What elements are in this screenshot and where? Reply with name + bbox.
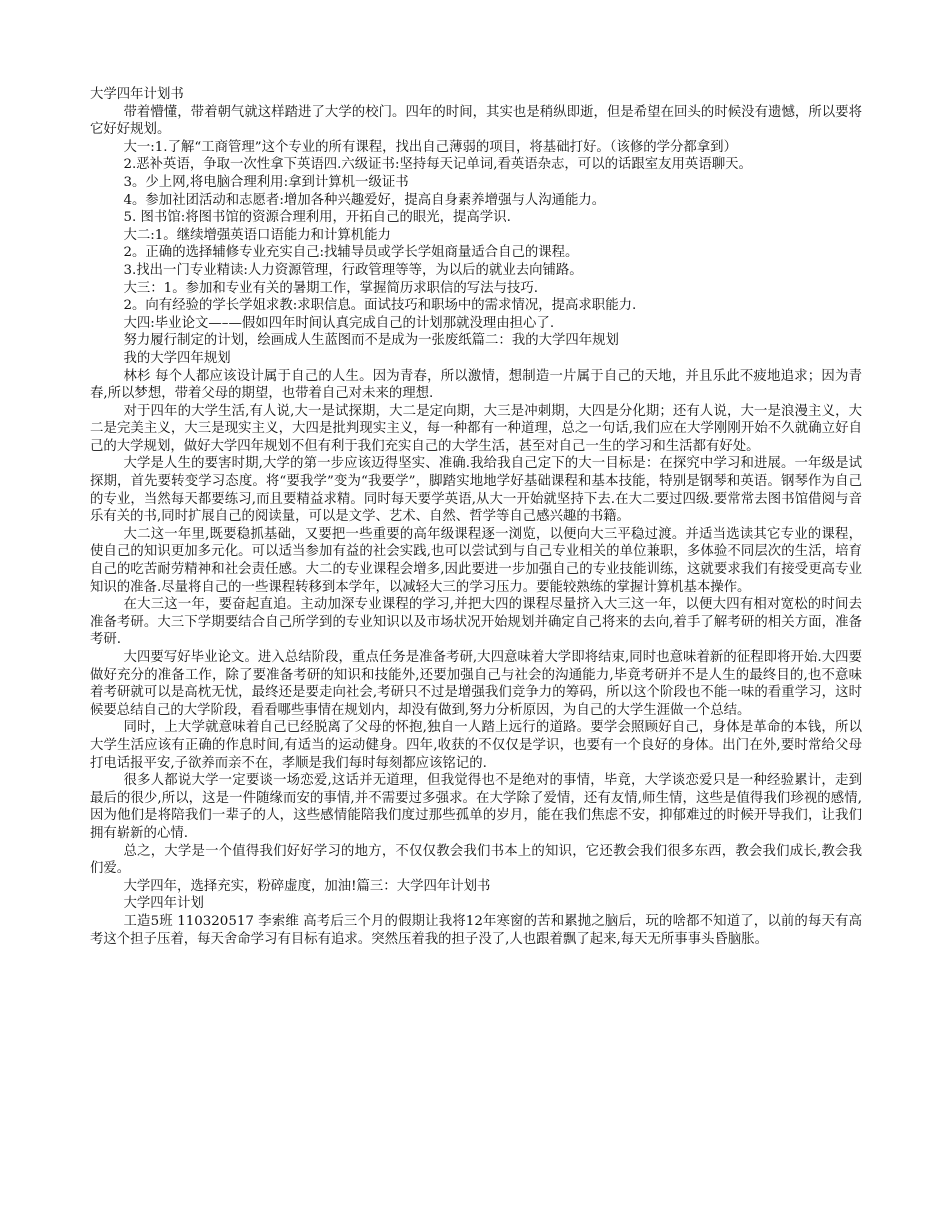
document-title: 大学四年计划书 (90, 87, 184, 102)
paragraph-section2-6: 大四要写好毕业论文。进入总结阶段，重点任务是准备考研,大四意味着大学即将结束,同时也意味着新的征程即将开始.大四要做好充分的准备工作，除了要准备考研的知识和技能外,还要加强自己与社会的沟通能力,毕竟考研并不是人生的最终目的,也不意味着考研就可以是高枕无忧，最终还是要走向社会,考研只不过是增强我们竞争力的筹码，所以这个阶段也不能一味的看重学习，这时候要总结自己的大学阶段，看看哪些事情在规划内，却没有做到,努力分析原因，为自己的大学生涯做一个总结。 (90, 650, 862, 718)
document-page (90, 86, 862, 948)
paragraph-year2-item1: 大二:1。继续增强英语口语能力和计算机能力 (123, 227, 391, 243)
paragraph-section2-4: 大二这一年里,既要稳抓基础，又要把一些重要的高年级课程逐一浏览，以便向大三平稳过渡。并适当选读其它专业的课程，使自己的知识更加多元化。可以适当参加有益的社会实践,也可以尝试到与自己专业相关的单位兼职，多体验不同层次的生活，培育自己的吃苦耐劳精神和社会责任感。大二的专业课程会增多,因此要进一步加强自己的专业技能训练，这就要求我们有接受更高专业知识的准备.尽量将自己的一些课程转移到本学年，以减轻大三的学习压力。要能较熟练的掌握计算机基本操作。 (90, 526, 862, 595)
paragraph-section2-2: 对于四年的大学生活,有人说,大一是试探期，大二是定向期，大三是冲刺期，大四是分化期；还有人说，大一是浪漫主义，大二是完美主义，大三是现实主义，大四是批判现实主义，每一种都有一种道理，总之一句话,我们应在大学刚刚开始不久就确立好自己的大学规划，做好大学四年规划不但有利于我们充实自己的大学生活，甚至对自己一生的学习和生活都有好处。 (90, 403, 862, 454)
paragraph-year3-item2: 2。向有经验的学长学姐求教:求职信息。面试技巧和职场中的需求情况，提高求职能力. (123, 298, 637, 314)
paragraph-section2-1: 林杉 每个人都应该设计属于自己的人生。因为青春，所以激情，想制造一片属于自己的天地，并且乐此不疲地追求；因为青春,所以梦想，带着父母的期望，也带着自己对未来的理想. (90, 368, 862, 402)
paragraph-year3-item1: 大三：1。参加和专业有关的暑期工作，掌握简历求职信的写法与技巧. (123, 280, 538, 296)
paragraph-year4: 大四:毕业论文—–—假如四年时间认真完成自己的计划那就没理由担心了. (123, 315, 555, 331)
section-heading-3: 大学四年计划 (123, 896, 204, 912)
paragraph-year2-item2: 2。正确的选择辅修专业充实自己:找辅导员或学长学姐商量适合自己的课程。 (123, 245, 579, 261)
paragraph-closing-1: 努力履行制定的计划，绘画成人生蓝图而不是成为一张废纸篇二：我的大学四年规划 (123, 333, 619, 349)
paragraph-section2-7: 同时，上大学就意味着自己已经脱离了父母的怀抱,独自一人踏上远行的道路。要学会照顾好自己，身体是革命的本钱，所以大学生活应该有正确的作息时间,有适当的运动健身。四年,收获的不仅仅是学识，也要有一个良好的身体。出门在外,要时常给父母打电话报平安,子欲养而亲不在，孝顺是我们每时每刻都应该铭记的. (90, 720, 862, 771)
paragraph-section3-1: 工造5班 110320517 李索维 高考后三个月的假期让我将12年寒窗的苦和累抛之脑后，玩的啥都不知道了，以前的每天有高考这个担子压着，每天舍命学习有目标有追求。突然压着我的担子没了,人也跟着飘了起来,每天无所事事头昏脑胀。 (90, 913, 862, 947)
paragraph-year1-item1: 大一:1.了解“工商管理”这个专业的所有课程，找出自己薄弱的项目，将基础打好。（该修的学分都拿到） (123, 139, 737, 155)
paragraph-section2-10: 大学四年，选择充实，粉碎虚度，加油!篇三：大学四年计划书 (123, 878, 491, 894)
paragraph-section2-3: 大学是人生的要害时期,大学的第一步应该迈得坚实、准确.我给我自己定下的大一目标是：在探究中学习和进展。一年级是试探期，首先要转变学习态度。将“要我学”变为“我要学”，脚踏实地地学好基础课程和基本技能，特别是钢琴和英语。钢琴作为自己的专业，当然每天都要练习,而且要精益求精。同时每天要学英语,从大一开始就坚持下去.在大二要过四级.要常常去图书馆借阅与音乐有关的书,同时扩展自己的阅读量，可以是文学、艺术、自然、哲学等自己感兴趣的书籍。 (90, 456, 862, 525)
paragraph-year1-item2: 2.恶补英语，争取一次性拿下英语四.六级证书:坚持每天记单词,看英语杂志，可以的话跟室友用英语聊天。 (123, 157, 752, 173)
paragraph-section2-9: 总之，大学是一个值得我们好好学习的地方，不仅仅教会我们书本上的知识，它还教会我们很多东西，教会我们成长,教会我们爱。 (90, 843, 862, 877)
paragraph-year1-item5: 5. 图书馆:将图书馆的资源合理利用，开拓自己的眼光，提高学识. (123, 210, 511, 226)
paragraph-year2-item3: 3.找出一门专业精读:人力资源管理，行政管理等等，为以后的就业去向铺路。 (123, 262, 583, 278)
section-heading-2: 我的大学四年规划 (123, 350, 231, 366)
paragraph-year1-item3: 3。少上网,将电脑合理利用:拿到计算机一级证书 (123, 174, 409, 190)
paragraph-year1-item4: 4。参加社团活动和志愿者:增加各种兴趣爱好，提高自身素养增强与人沟通能力。 (123, 192, 606, 208)
paragraph-section2-5: 在大三这一年，要奋起直追。主动加深专业课程的学习,并把大四的课程尽量挤入大三这一年，以便大四有相对宽松的时间去准备考研。大三下学期要结合自己所学到的专业知识以及市场状况开始规划并确定自己将来的去向,着手了解考研的相关方面，准备考研. (90, 597, 862, 648)
paragraph-section2-8: 很多人都说大学一定要谈一场恋爱,这话并无道理，但我觉得也不是绝对的事情，毕竟，大学谈恋爱只是一种经验累计，走到最后的很少,所以，这是一件随缘而安的事情,并不需要过多强求。在大学除了爱情，还有友情,师生情，这些是值得我们珍视的感情,因为他们是将陪我们一辈子的人，这些感情能陪我们度过那些孤单的岁月，能在我们焦虑不安，抑郁难过的时候开导我们，让我们拥有崭新的心情. (90, 773, 862, 841)
paragraph-intro: 带着懵懂，带着朝气就这样踏进了大学的校门。四年的时间，其实也是稍纵即逝，但是希望在回头的时候没有遗憾，所以要将它好好规划。 (90, 104, 862, 138)
